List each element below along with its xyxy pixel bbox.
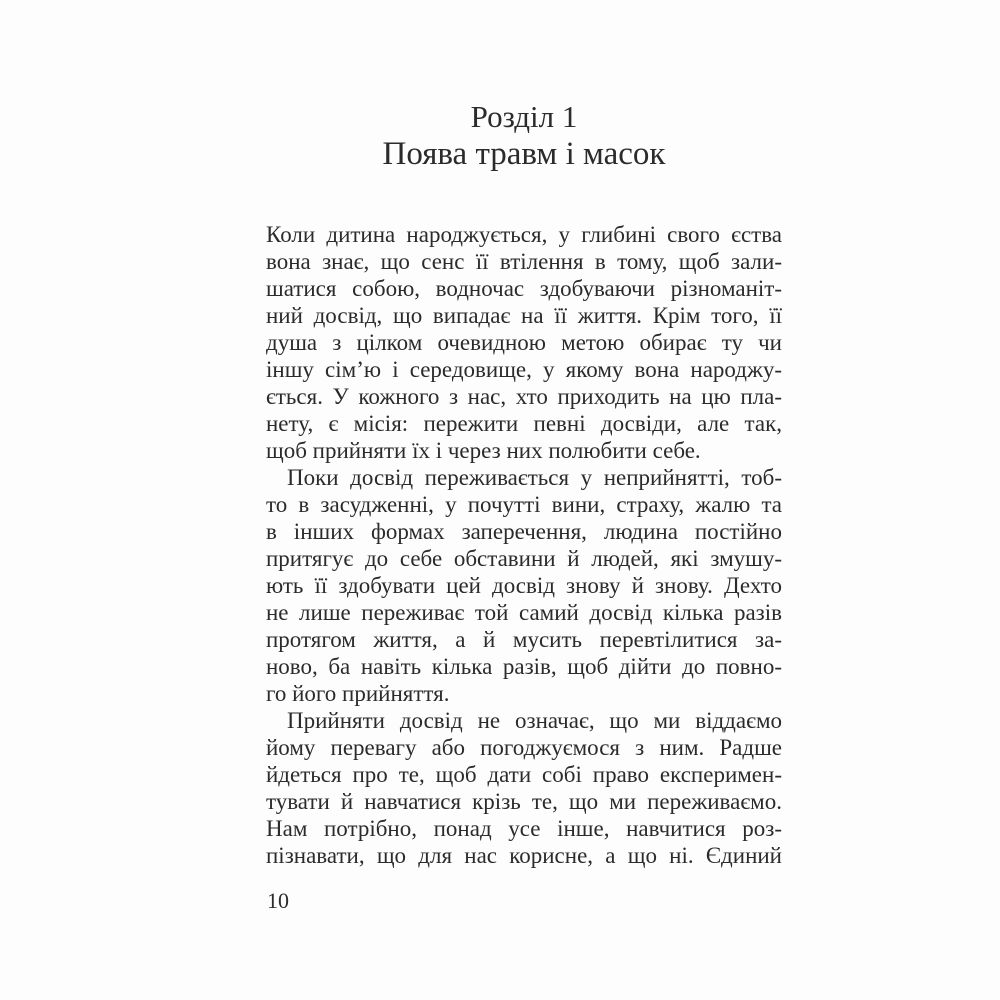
text-line: в інших формах заперечення, людина постійно	[266, 519, 782, 544]
text-line: ний досвід, що випадає на її життя. Крім того, її	[266, 303, 782, 328]
text-line: шатися собою, водночас здобуваючи різноманіт-	[266, 276, 782, 301]
text-line: йдеться про те, щоб дати собі право експеримен-	[266, 762, 782, 787]
text-line: го його прийняття.	[266, 681, 450, 706]
text-line: Нам потрібно, понад усе інше, навчитися роз-	[266, 816, 782, 841]
text-line: притягує до себе обставини й людей, які змушу-	[266, 546, 782, 571]
text-line: вона знає, що сенс її втілення в тому, щоб зали-	[266, 249, 782, 274]
chapter-heading	[266, 98, 782, 173]
paragraph	[266, 464, 782, 707]
text-line: ново, ба навіть кілька разів, щоб дійти до повно-	[266, 654, 782, 679]
paragraph	[266, 707, 782, 869]
body-text	[266, 221, 782, 869]
text-line: пізнавати, що для нас корисне, а що ні. Єдиний	[266, 843, 782, 868]
text-line: ється. У кожного з нас, хто приходить на цю пла-	[266, 384, 782, 409]
text-line: Поки досвід переживається у неприйнятті, тоб-	[287, 465, 782, 490]
chapter-title: Поява травм і масок	[382, 136, 666, 172]
text-line: протягом життя, а й мусить перевтілитися за-	[266, 627, 782, 652]
text-line: то в засудженні, у почутті вини, страху, жалю та	[266, 492, 782, 517]
text-line: ють її здобувати цей досвід знову й знову. Дехто	[266, 573, 782, 598]
text-line: нету, є місія: пережити певні досвіди, але так,	[266, 411, 782, 436]
text-line: йому перевагу або погоджуємося з ним. Радше	[266, 735, 782, 760]
text-line: тувати й навчатися крізь те, що ми переживаємо.	[266, 789, 782, 814]
text-line: Прийняти досвід не означає, що ми віддаємо	[287, 708, 782, 733]
text-line: Коли дитина народжується, у глибині свого єства	[266, 222, 782, 247]
text-line: душа з цілком очевидною метою обирає ту чи	[266, 330, 782, 355]
paragraph	[266, 221, 782, 464]
text-line: іншу сім’ю і середовище, у якому вона народжу-	[266, 357, 782, 382]
text-line: не лише переживає той самий досвід кілька разів	[266, 600, 782, 625]
page-number: 10	[267, 888, 289, 913]
chapter-number: Розділ 1	[470, 99, 578, 134]
text-line: щоб прийняти їх і через них полюбити себе.	[266, 438, 701, 463]
